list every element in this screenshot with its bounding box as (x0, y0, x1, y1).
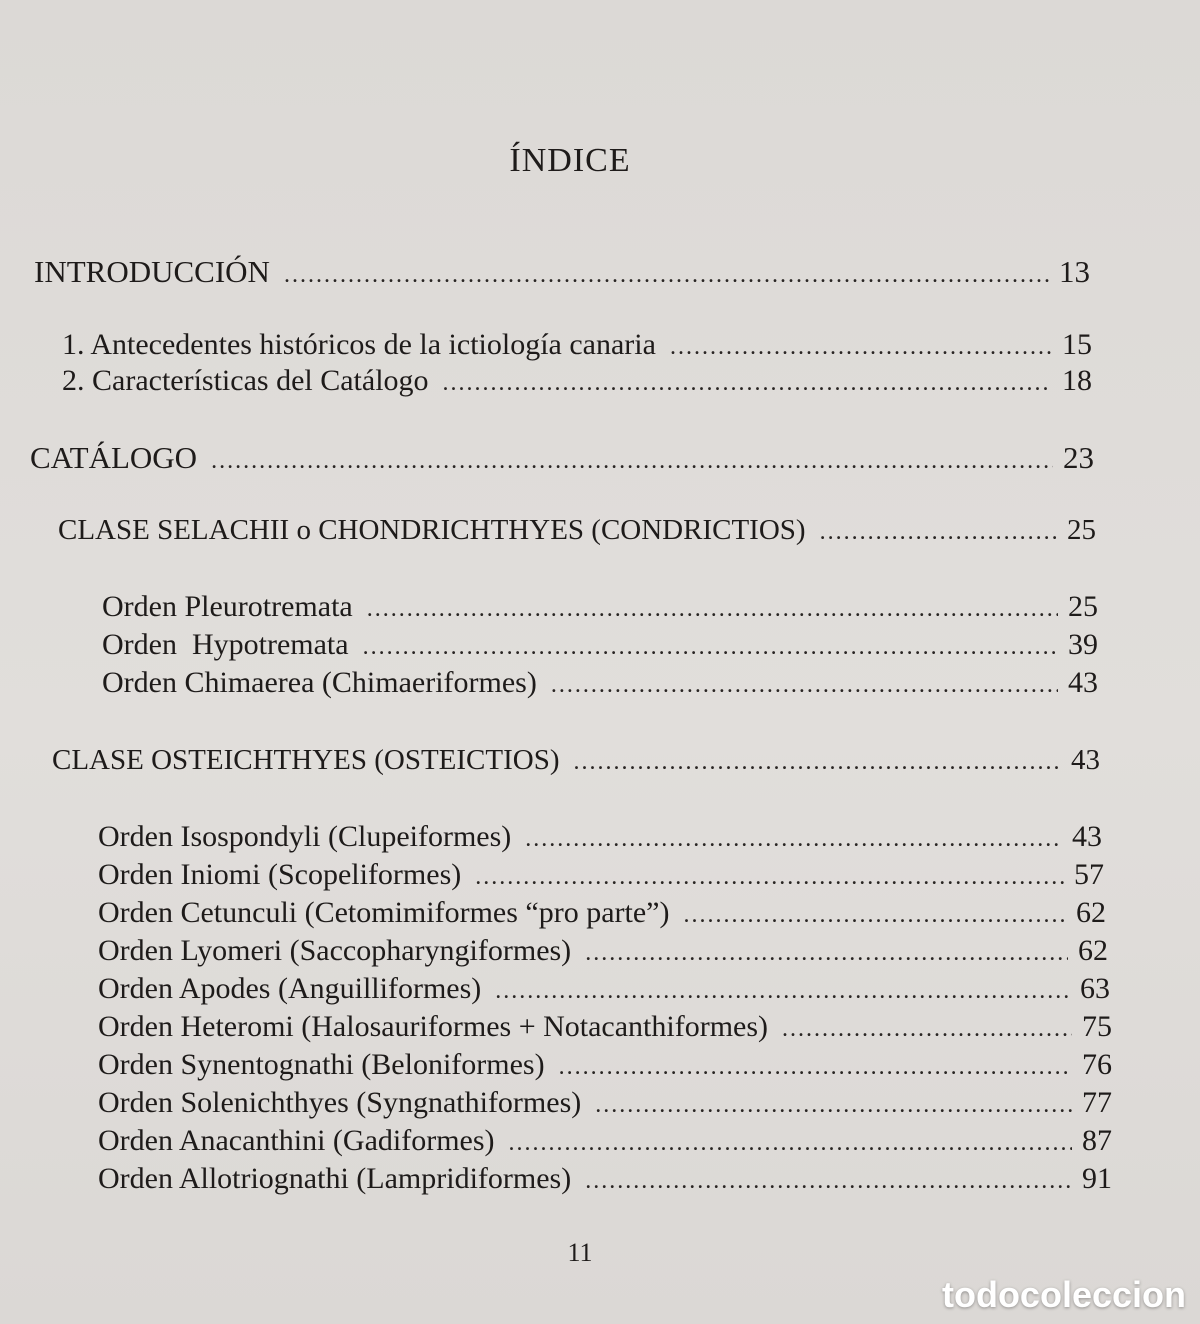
toc-entry-page: 25 (1067, 514, 1096, 546)
toc-entry-page: 23 (1063, 440, 1094, 475)
dot-leader (585, 1168, 1072, 1195)
toc-entry-chimaerea (102, 666, 1098, 700)
page-number: 11 (567, 1238, 593, 1267)
toc-entry-label: Orden Lyomeri (Saccopharyngiformes) (98, 934, 572, 967)
toc-entry-label: Orden Apodes (Anguilliformes) (98, 972, 482, 1005)
toc-entry-label: 1. Antecedentes históricos de la ictiología canaria (62, 328, 656, 361)
toc-entry-label: CLASE SELACHII o CHONDRICHTHYES (CONDRICTIOS) (58, 514, 806, 546)
toc-entry-page: 15 (1062, 328, 1092, 361)
toc-entry-page: 76 (1082, 1048, 1112, 1081)
toc-entry-label: INTRODUCCIÓN (34, 254, 270, 289)
toc-entry-catalogo (30, 440, 1094, 476)
toc-entry-introduccion (34, 254, 1090, 290)
toc-entry-hypotremata (102, 628, 1098, 662)
toc-entry-cetunculi (98, 896, 1106, 930)
dot-leader (559, 1054, 1072, 1081)
toc-entry-antecedentes (62, 328, 1092, 362)
dot-leader (551, 672, 1058, 699)
toc-entry-clase-selachii (58, 514, 1096, 547)
toc-entry-solenichthyes (98, 1086, 1112, 1120)
toc-entry-page: 13 (1059, 254, 1090, 289)
toc-entry-label: Orden Allotriognathi (Lampridiformes) (98, 1162, 572, 1195)
toc-entry-page: 91 (1082, 1162, 1112, 1195)
dot-leader (782, 1016, 1072, 1043)
dot-leader (670, 334, 1052, 361)
page-title: ÍNDICE (509, 142, 631, 179)
dot-leader (525, 826, 1062, 853)
toc-entry-label: Orden Cetunculi (Cetomimiformes “pro parte”) (98, 896, 670, 929)
toc-entry-iniomi (98, 858, 1104, 892)
toc-entry-label: 2. Características del Catálogo (62, 364, 429, 397)
dot-leader (443, 370, 1052, 397)
toc-entry-label: Orden Anacanthini (Gadiformes) (98, 1124, 495, 1157)
toc-entry-page: 39 (1068, 628, 1098, 661)
toc-entry-page: 75 (1082, 1010, 1112, 1043)
toc-entry-allotriognathi (98, 1162, 1112, 1196)
toc-entry-label: Orden Solenichthyes (Syngnathiformes) (98, 1086, 582, 1119)
dot-leader (363, 634, 1058, 661)
toc-entry-page: 77 (1082, 1086, 1112, 1119)
toc-entry-page: 62 (1078, 934, 1108, 967)
toc-entry-page: 62 (1076, 896, 1106, 929)
toc-entry-heteromi (98, 1010, 1112, 1044)
toc-entry-label: CLASE OSTEICHTHYES (OSTEICTIOS) (52, 744, 560, 776)
toc-entry-label: Orden Hypotremata (102, 628, 349, 661)
toc-entry-page: 25 (1068, 590, 1098, 623)
toc-entry-page: 43 (1072, 820, 1102, 853)
dot-leader (820, 519, 1057, 546)
toc-entry-label: Orden Isospondyli (Clupeiformes) (98, 820, 512, 853)
toc-entry-page: 43 (1068, 666, 1098, 699)
toc-entry-pleurotremata (102, 590, 1098, 624)
toc-entry-isospondyli (98, 820, 1102, 854)
dot-leader (495, 978, 1070, 1005)
toc-entry-page: 57 (1074, 858, 1104, 891)
dot-leader (683, 902, 1066, 929)
toc-entry-page: 87 (1082, 1124, 1112, 1157)
toc-entry-synentognathi (98, 1048, 1112, 1082)
dot-leader (475, 864, 1064, 891)
toc-entry-caracteristicas (62, 364, 1092, 398)
toc-entry-label: Orden Heteromi (Halosauriformes + Notacanthiformes) (98, 1010, 769, 1043)
dot-leader (211, 448, 1053, 475)
dot-leader (509, 1130, 1072, 1157)
toc-entry-label: Orden Pleurotremata (102, 590, 353, 623)
toc-entry-clase-osteichthyes (52, 744, 1100, 777)
dot-leader (585, 940, 1068, 967)
toc-entry-label: CATÁLOGO (30, 440, 198, 475)
toc-entry-page: 63 (1080, 972, 1110, 1005)
toc-entry-label: Orden Chimaerea (Chimaeriformes) (102, 666, 537, 699)
dot-leader (284, 262, 1049, 289)
toc-entry-label: Orden Iniomi (Scopeliformes) (98, 858, 462, 891)
toc-entry-lyomeri (98, 934, 1108, 968)
toc-entry-apodes (98, 972, 1110, 1006)
dot-leader (574, 749, 1062, 776)
dot-leader (367, 596, 1058, 623)
toc-entry-anacanthini (98, 1124, 1112, 1158)
dot-leader (595, 1092, 1072, 1119)
toc-entry-page: 43 (1071, 744, 1100, 776)
toc-entry-label: Orden Synentognathi (Beloniformes) (98, 1048, 545, 1081)
toc-entry-page: 18 (1062, 364, 1092, 397)
watermark-logo: todocoleccion (941, 1274, 1186, 1315)
